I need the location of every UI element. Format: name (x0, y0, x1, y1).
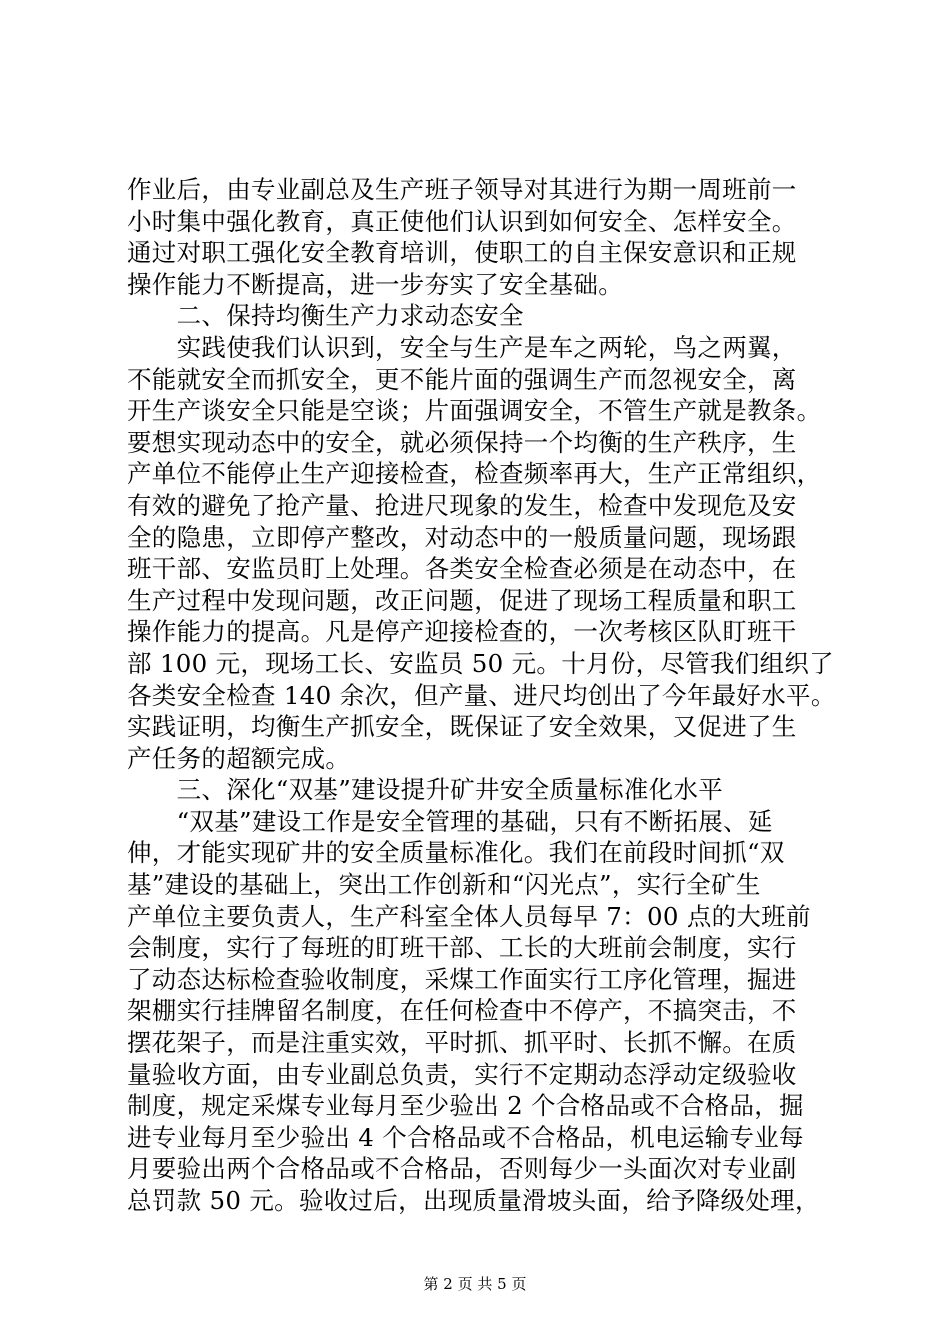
text-line: 产任务的超额完成。 (127, 743, 351, 773)
text-line: 产单位主要负责人，生产科室全体人员每早 7：00 点的大班前 (127, 901, 811, 931)
text-line: 量验收方面，由专业副总负责，实行不定期动态浮动定级验收 (127, 1059, 797, 1089)
text-line: 二、保持均衡生产力求动态安全 (127, 301, 524, 331)
text-line: 总罚款 50 元。验收过后，出现质量滑坡头面，给予降级处理， (127, 1186, 820, 1215)
text-line: 摆花架子，而是注重实效，平时抓、抓平时、长抓不懈。在质 (127, 1028, 797, 1058)
text-line: 生产过程中发现问题，改正问题，促进了现场工程质量和职工 (127, 585, 797, 615)
text-line: 操作能力不断提高，进一步夯实了安全基础。 (127, 269, 623, 299)
text-line: 班干部、安监员盯上处理。各类安全检查必须是在动态中，在 (127, 554, 797, 584)
page-footer: 第 2 页 共 5 页 (423, 1275, 527, 1293)
text-line: 作业后，由专业副总及生产班子领导对其进行为期一周班前一 (127, 175, 797, 204)
text-line: 了动态达标检查验收制度，采煤工作面实行工序化管理，掘进 (127, 964, 797, 994)
text-line: 有效的避免了抢产量、抢进尺现象的发生，检查中发现危及安 (127, 490, 797, 520)
text-line: 实践证明，均衡生产抓安全，既保证了安全效果，又促进了生 (127, 712, 797, 742)
text-line: 操作能力的提高。凡是停产迎接检查的，一次考核区队盯班干 (127, 617, 797, 647)
document-body (127, 174, 862, 1217)
text-line: 月要验出两个合格品或不合格品，否则每少一头面次对专业副 (127, 1154, 797, 1184)
text-line: 产单位不能停止生产迎接检查，检查频率再大，生产正常组织， (127, 459, 822, 489)
text-line: 部 100 元，现场工长、安监员 50 元。十月份，尽管我们组织了 (127, 648, 834, 678)
text-line: 制度，规定采煤专业每月至少验出 2 个合格品或不合格品，掘 (127, 1091, 804, 1121)
text-line: 各类安全检查 140 余次，但产量、进尺均创出了今年最好水平。 (127, 680, 836, 710)
text-line: 全的隐患，立即停产整改，对动态中的一般质量问题，现场跟 (127, 522, 797, 552)
text-line: 不能就安全而抓安全，更不能片面的强调生产而忽视安全，离 (127, 364, 797, 394)
text-line: 要想实现动态中的安全，就必须保持一个均衡的生产秩序，生 (127, 427, 797, 457)
text-line: 架棚实行挂牌留名制度，在任何检查中不停产，不搞突击，不 (127, 996, 797, 1026)
text-line: 三、深化“双基”建设提升矿井安全质量标准化水平 (127, 775, 724, 805)
text-line: 实践使我们认识到，安全与生产是车之两轮，鸟之两翼， (127, 332, 797, 362)
text-line: 会制度，实行了每班的盯班干部、工长的大班前会制度，实行 (127, 933, 797, 963)
text-line: 开生产谈安全只能是空谈；片面强调安全，不管生产就是教条。 (127, 396, 822, 426)
text-line: 通过对职工强化安全教育培训，使职工的自主保安意识和正规 (127, 238, 797, 268)
text-line: 基”建设的基础上，突出工作创新和“闪光点”，实行全矿生 (127, 870, 761, 900)
text-line: 进专业每月至少验出 4 个合格品或不合格品，机电运输专业每 (127, 1122, 804, 1152)
text-line: 小时集中强化教育，真正使他们认识到如何安全、怎样安全。 (127, 206, 797, 236)
text-line: “双基”建设工作是安全管理的基础，只有不断拓展、延 (127, 806, 773, 836)
text-line: 伸，才能实现矿井的安全质量标准化。我们在前段时间抓“双 (127, 838, 785, 868)
